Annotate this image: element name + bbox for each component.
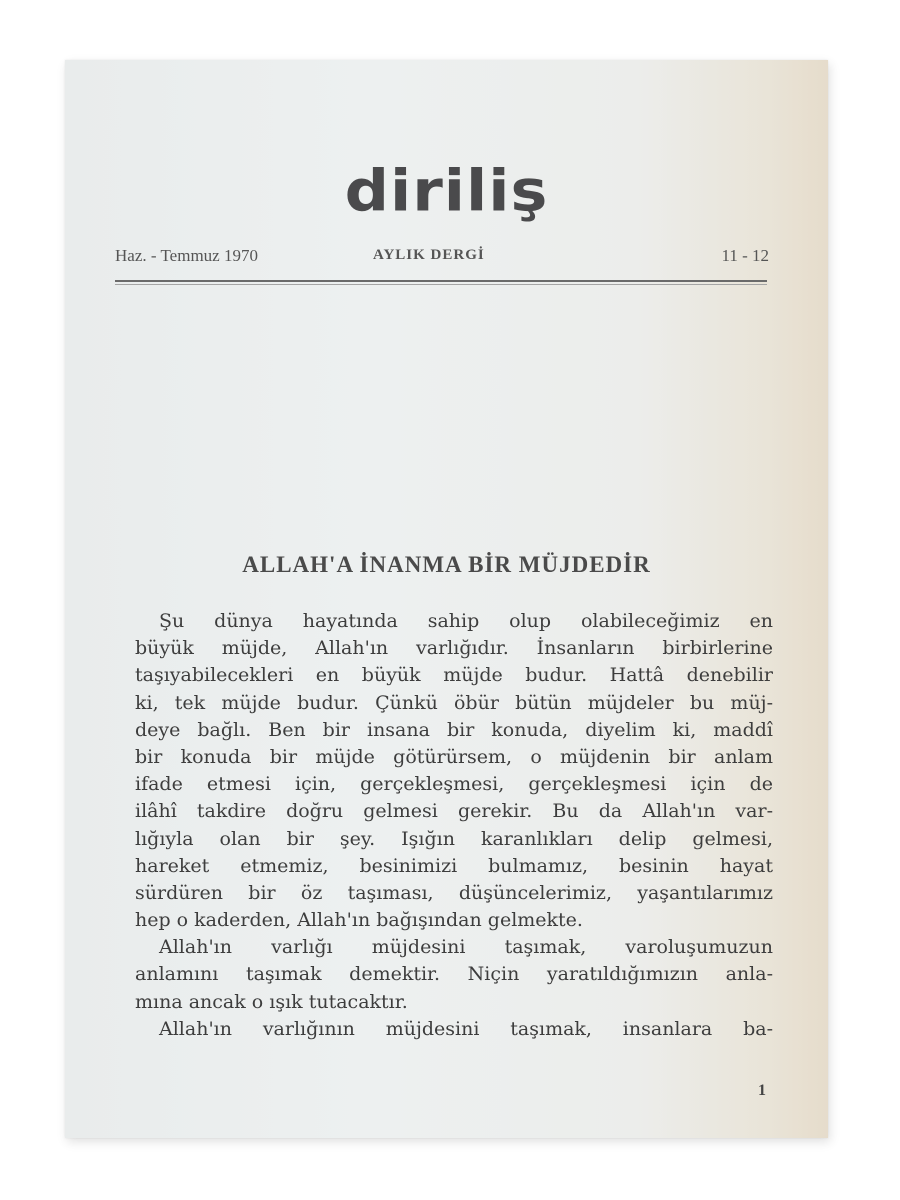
page-number: 1 xyxy=(758,1082,766,1099)
body-line: ifade etmesi için, gerçekleşmesi, gerçekleşmesi için de xyxy=(135,773,773,796)
publication-type: AYLIK DERGİ xyxy=(373,247,485,263)
body-line: Şu dünya hayatında sahip olup olabileceğimiz en xyxy=(159,610,773,632)
body-line: hep o kaderden, Allah'ın bağışından gelmekte. xyxy=(135,909,583,932)
header-rule xyxy=(115,280,767,282)
article-body xyxy=(135,608,773,1043)
body-line: sürdüren bir öz taşıması, düşüncelerimiz, yaşantılarımız xyxy=(135,881,773,904)
magazine-page xyxy=(65,60,828,1138)
body-line: bir konuda bir müjde götürürsem, o müjdenin bir anlam xyxy=(135,745,773,768)
body-line: ilâhî takdire doğru gelmesi gerekir. Bu da Allah'ın var- xyxy=(135,800,773,823)
issue-info-bar xyxy=(115,246,773,268)
article-title: ALLAH'A İNANMA BİR MÜJDEDİR xyxy=(242,552,651,577)
body-line: ki, tek müjde budur. Çünkü öbür bütün müjdeler bu müj- xyxy=(135,691,773,714)
body-line: büyük müjde, Allah'ın varlığıdır. İnsanların birbirlerine xyxy=(135,637,773,660)
body-line: Allah'ın varlığının müjdesini taşımak, insanlara ba- xyxy=(159,1017,773,1040)
header-rule-thin xyxy=(115,284,767,285)
issue-date: Haz. - Temmuz 1970 xyxy=(115,246,258,265)
body-line: anlamını taşımak demektir. Niçin yaratıldığımızın anla- xyxy=(135,963,773,986)
masthead-logo: diriliş xyxy=(344,156,549,225)
body-line: deye bağlı. Ben bir insana bir konuda, diyelim ki, maddî xyxy=(135,718,773,741)
body-line: Allah'ın varlığı müjdesini taşımak, varoluşumuzun xyxy=(159,936,773,959)
body-line: taşıyabilecekleri en büyük müjde budur. Hattâ denebilir xyxy=(135,664,773,687)
body-line: mına ancak o ışık tutacaktır. xyxy=(135,990,408,1013)
body-line: lığıyla olan bir şey. Işığın karanlıkları delip gelmesi, xyxy=(135,827,773,850)
body-line: hareket etmemiz, besinimizi bulmamız, besinin hayat xyxy=(135,854,773,877)
issue-number: 11 - 12 xyxy=(721,246,769,265)
